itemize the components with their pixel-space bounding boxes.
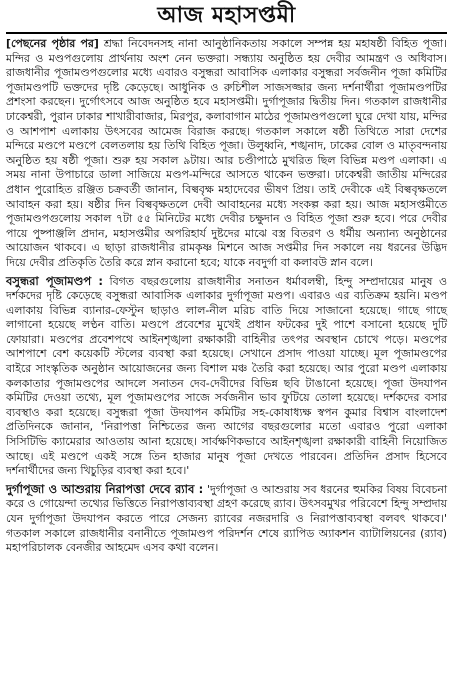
article-headline: আজ মহাসপ্তমী bbox=[157, 3, 296, 28]
newspaper-article bbox=[0, 2, 453, 698]
paragraph-2-text: বিগত বছরগুলোয় রাজধানীর সনাতন ধর্মাবলম্বী, হিন্দু সম্প্রদায়ের মানুষ ও দর্শকদের দৃষ্টি কেড়েছে বসুন্ধরা আবাসিক এলাকার দুর্গাপূজা মণ্ডপ। এবারও এর ব্যতিক্রম হয়নি। মণ্ডপ এলাকায় বিভিন্ন ব্যানার-ফেস্টুন ছাড়াও লাল-নীল মরিচ বাতি দিয়ে সাজানো হয়েছে। গাছে গাছে লাগানো হয়েছে লণ্ঠন বাতি। মণ্ডপে প্রবেশের মুখেই প্রধান ফটকের দুই পাশে বসানো হয়েছে দুটি ফোয়ারা। মণ্ডপের প্রবেশপথে আইনশৃঙ্খলা রক্ষাকারী বাহিনীর তৎপর অবস্থান চোখে পড়ে। মণ্ডপের আশপাশে বেশ কয়েকটি স্টলের ব্যবস্থা করা হয়েছে। সেখানে প্রসাদ পাওয়া যাচ্ছে। মূল পূজামণ্ডপের বাইরে সাংস্কৃতিক অনুষ্ঠান আয়োজনের জন্য বিশাল মঞ্চ তৈরি করা হয়েছে। আর পুরো মণ্ডপ এলাকায় কলকাতার পূজামণ্ডপের আদলে সনাতন দেব-দেবীদের বিভিন্ন ছবি টাঙানো হয়েছে। পূজা উদযাপন কমিটির দেওয়া তথ্যে, মূল পূজামণ্ডপের সাজে সর্বজনীন ভাব ফুটিয়ে তোলা হয়েছে। দর্শকদের বসার ব্যবস্থাও করা হয়েছে। বসুন্ধরা পূজা উদযাপন কমিটির সহ-কোষাধ্যক্ষ স্বপন কুমার বিশ্বাস বাংলাদেশ প্রতিদিনকে জানান, 'নিরাপত্তা নিশ্চিতের জন্য আগের বছরগুলোর মতো এবারও পুরো এলাকা সিসিটিভি ক্যামেরার আওতায় আনা হয়েছে। সার্বক্ষণিকভাবে আইনশৃঙ্খলা রক্ষাকারী বাহিনী নিয়োজিত আছে। এই মণ্ডপে একই সঙ্গে তিন হাজার মানুষ পূজা দেখতে পারবেন। প্রতিদিন প্রসাদ হিসেবে দর্শনার্থীদের জন্য খিচুড়ির ব্যবস্থা করা হবে।' bbox=[6, 274, 447, 478]
continued-from-back-page-label: [পেছনের পৃষ্ঠার পর] bbox=[6, 37, 99, 50]
article-paragraph-3 bbox=[6, 482, 447, 556]
subheading-rab-security: দুর্গাপূজা ও আশুরায় নিরাপত্তা দেবে র‌্যাব : bbox=[6, 481, 204, 496]
headline-divider bbox=[6, 32, 447, 34]
article-paragraph-1 bbox=[6, 37, 447, 271]
paragraph-3-text: 'দুর্গাপূজা ও আশুরায় সব ধরনের হুমকির বিষয় বিবেচনা করে ও গোয়েন্দা তথ্যের ভিত্তিতে নিরাপত্তাব্যবস্থা গ্রহণ করেছে র‌্যাব। উৎসবমুখর পরিবেশে হিন্দু সম্প্রদায় যেন দুর্গাপূজা উদযাপন করতে পারে সেজন্য র‌্যাবের নজরদারি ও নিরাপত্তাব্যবস্থা বলবৎ থাকবে।' গতকাল সকালে রাজধানীর বনানীতে পূজামণ্ডপ পরিদর্শন শেষে র‌্যাপিড অ্যাকশন ব্যাটালিয়নের (র‌্যাব) মহাপরিচালক বেনজীর আহমেদ এসব কথা বলেন। bbox=[6, 482, 447, 555]
article-paragraph-2 bbox=[6, 274, 447, 479]
subheading-bashundhara-mandap: বসুন্ধরা পূজামণ্ডপ : bbox=[6, 273, 103, 288]
paragraph-1-text: শ্রদ্ধা নিবেদনসহ নানা আনুষ্ঠানিকতায় সকালে সম্পন্ন হয় মহাষষ্ঠী বিহিত পূজা। মন্দির ও মণ্ডপগুলোয় প্রার্থনায় অংশ নেন ভক্তরা। সন্ধ্যায় অনুষ্ঠিত হয় দেবীর আমন্ত্রণ ও অধিবাস। রাজধানীর পূজামণ্ডপগুলোর মধ্যে এবারও বসুন্ধরা আবাসিক এলাকার বসুন্ধরা সর্বজনীন পূজা কমিটির পূজামণ্ডপটি ভক্তদের দৃষ্টি কেড়েছে। আধুনিক ও রুচিশীল সাজসজ্জার জন্য দর্শনার্থীরা পূজামণ্ডপটির প্রশংসা করছেন। দুর্গোৎসবে আজ অনুষ্ঠিত হবে মহাসপ্তমী। দুর্গাপূজার দ্বিতীয় দিন। গতকাল রাজধানীর ঢাকেশ্বরী, পুরান ঢাকার শাখারীবাজার, মিরপুর, কলাবাগান মাঠের পূজামণ্ডপগুলো ঘুরে দেখা যায়, মন্দির ও আশপাশ এলাকায় উৎসবের আমেজ বিরাজ করছে। গতকাল সকালে ষষ্ঠী তিথিতে সারা দেশের মন্দিরে মণ্ডপে মণ্ডপে বেলতলায় হয় তিথি বিহিত পূজা। উলুধ্বনি, শঙ্খনাদ, ঢাকের বোল ও মাতৃবন্দনায় অনুষ্ঠিত হয় ষষ্ঠী পূজা। শুরু হয় সকাল ৯টায়। আর চণ্ডীপাঠে মুখরিত ছিল বিভিন্ন মণ্ডপ এলাকা। এ সময় নানা উপাচারে ডালা সাজিয়ে মণ্ডপ-মন্দিরে আসতে থাকেন ভক্তরা। ঢাকেশ্বরী জাতীয় মন্দিরের প্রধান পুরোহিত রঞ্জিত চক্রবর্তী জানান, বিল্ববৃক্ষ মহাদেবের ভীষণ প্রিয়। তাই দেবীকে এই বিল্ববৃক্ষতলে আবাহন করা হয়। ষষ্ঠীর দিন বিল্ববৃক্ষতলে দেবী আবাহনের মধ্যে সংকল্প করা হয়। আজ মহাসপ্তমীতে পূজামণ্ডপগুলোয় সকাল ৭টা ৫৫ মিনিটের মধ্যে দেবীর চক্ষুদান ও বিহিত পূজা শুরু হবে। পরে দেবীর পায়ে পুষ্পাঞ্জলি প্রদান, মহাসপ্তমীর অপরিহার্য দুষ্টদের মাঝে বস্ত্র বিতরণ ও ধর্মীয় অন্যান্য অনুষ্ঠানের আয়োজন থাকবে। এ ছাড়া রাজধানীর রামকৃষ্ণ মিশনে আজ সপ্তমীর দিন সকালে নয় ধরনের উদ্ভিদ দিয়ে দেবীর প্রতিকৃতি তৈরি করে স্নান করানো হবে; যাকে নবদুর্গা বা কলাবউ স্নান বলে। bbox=[6, 37, 448, 269]
